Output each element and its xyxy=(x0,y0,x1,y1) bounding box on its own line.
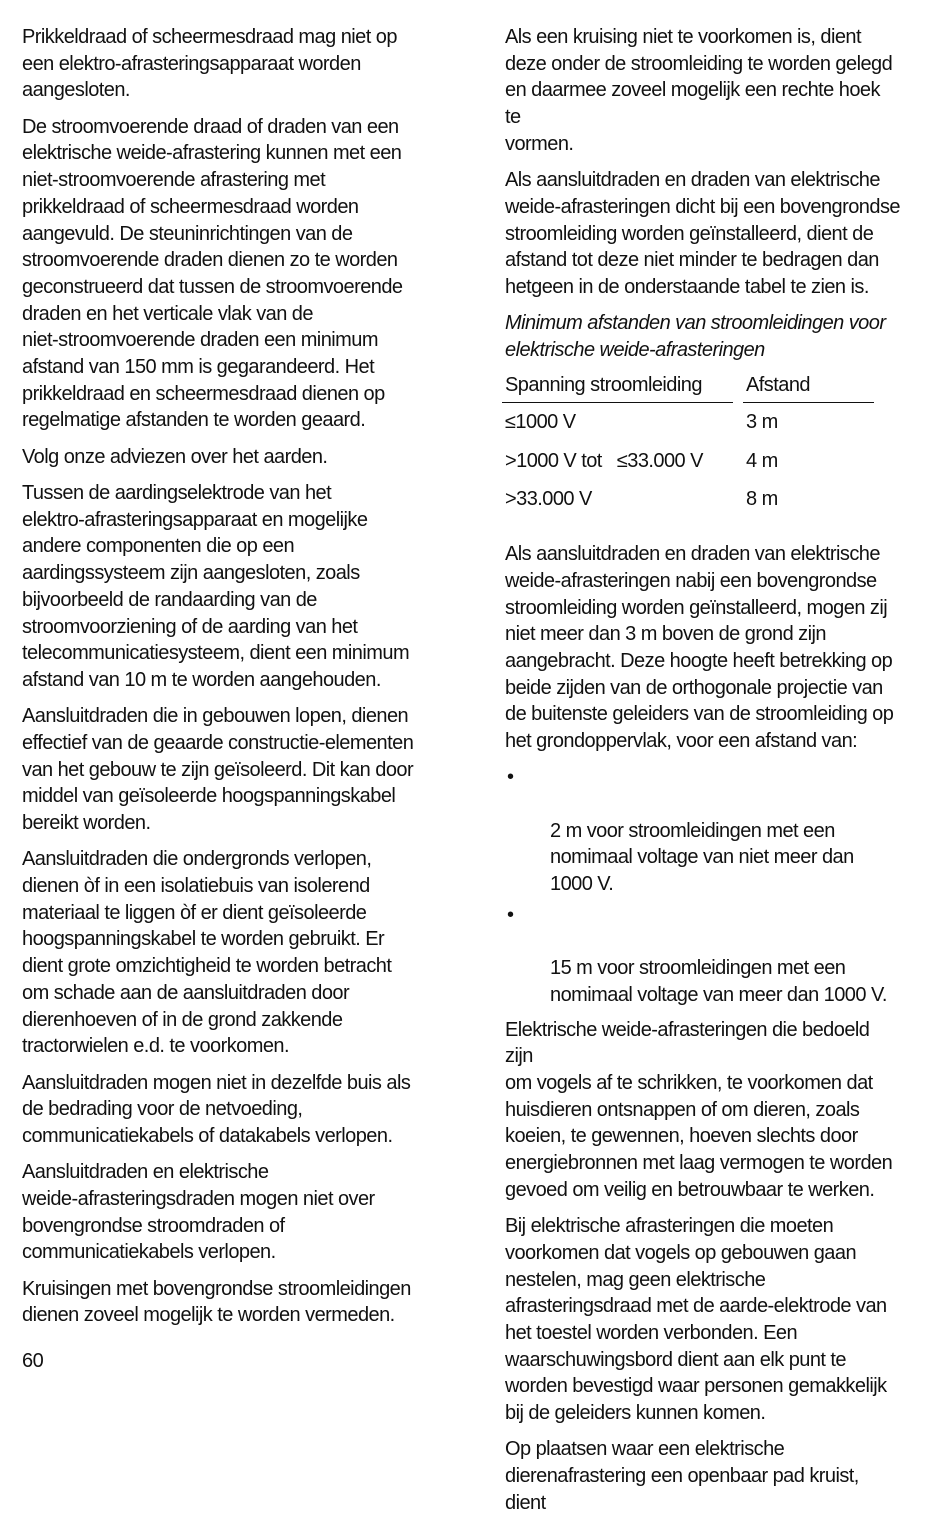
paragraph: Aansluitdraden en elektrische weide-afrasteringsdraden mogen niet over bovengrondse stroomdraden of communicatiekabels verlopen. xyxy=(22,1161,375,1264)
list-item xyxy=(505,902,900,1009)
paragraph: Tussen de aardingselektrode van het elektro-afrasteringsapparaat en mogelijke andere componenten die op een aardingssysteem zijn aangesloten, zoals bijvoorbeeld de randaarding van de stroomvoorziening of de aarding van het telecommunicatiesysteem, dient een minimum afstand van 10 m te worden aangehouden. xyxy=(22,482,410,691)
paragraph: De stroomvoerende draad of draden van een elektrische weide-afrastering kunnen met een niet-stroomvoerende afrastering met prikkeldraad of scheermesdraad worden aangevuld. De steuninrichtingen van de stroomvoerende draden dienen zo te worden geconstrueerd dat tussen de stroomvoerende draden en het verticale vlak van de niet-stroomvoerende draden een minimum afstand van 150 mm is gegarandeerd. Het prikkeldraad en scheermesdraad dienen op regelmatige afstanden te worden geaard. xyxy=(22,115,403,432)
page-number: 60 xyxy=(22,1350,44,1372)
paragraph: Bij elektrische afrasteringen die moeten voorkomen dat vogels op gebouwen gaan nestelen, mag geen elektrische afrasteringsdraad met de aarde-elektrode van het toestel worden verbonden. Een waarschuwingsbord dient aan elk punt te worden bevestigd waar personen gemakkelijk bij de geleiders kunnen komen. xyxy=(505,1215,887,1425)
voltage-cell: ≤1000 V xyxy=(505,411,576,434)
paragraph: Als aansluitdraden en draden van elektrische weide-afrasteringen dicht bij een bovengrondse stroomleiding worden geïnstalleerd, dient de afstand tot deze niet minder te bedragen dan hetgeen in de onderstaande tabel te zien is. xyxy=(505,169,900,298)
bullet-icon: • xyxy=(507,766,514,789)
voltage-cell: >33.000 V xyxy=(505,488,592,511)
paragraph: Volg onze adviezen over het aarden. xyxy=(22,445,328,468)
table-row xyxy=(502,442,874,481)
paragraph: Elektrische weide-afrasteringen die bedoeld zijn om vogels af te schrikken, te voorkomen dat huisdieren ontsnappen of om dieren, zoals koeien, te gewennen, hoeven slechts door energiebronnen met laag vermogen te worden gevoed om veilig en betrouwbaar te werken. xyxy=(505,1018,893,1201)
list-item xyxy=(505,764,900,898)
distance-cell: 8 m xyxy=(746,488,778,511)
paragraph: Aansluitdraden die ondergronds verlopen, dienen òf in een isolatiebuis van isolerend materiaal te liggen òf er dient geïsoleerde hoogspanningskabel te worden gebruikt. Er dient grote omzichtigheid te worden betracht om schade aan de aansluitdraden door dierenhoeven of in de grond zakkende tractorwielen e.d. te voorkomen. xyxy=(22,848,392,1058)
paragraph: Als aansluitdraden en draden van elektrische weide-afrasteringen nabij een bovengrondse stroomleiding worden geïnstalleerd, mogen zij niet meer dan 3 m boven de grond zijn aangebracht. Deze hoogte heeft betrekking op beide zijden van de orthogonale projectie van de buitenste geleiders van de stroomleiding op het grondoppervlak, voor een afstand van: xyxy=(505,543,894,753)
table-row xyxy=(502,403,874,442)
left-column xyxy=(22,24,417,1339)
distance-table xyxy=(502,372,874,519)
distance-cell: 4 m xyxy=(746,449,778,472)
bullet-icon: • xyxy=(507,903,514,926)
table-header-row xyxy=(502,372,874,404)
paragraph: Als een kruising niet te voorkomen is, dient deze onder de stroomleiding te worden gelegd en daarmee zoveel mogelijk een rechte hoek te vormen. xyxy=(505,26,893,155)
paragraph: Aansluitdraden die in gebouwen lopen, dienen effectief van de geaarde constructie-elementen van het gebouw te zijn geïsoleerd. Dit kan door middel van geïsoleerde hoogspanningskabel bereikt worden. xyxy=(22,705,414,835)
right-column xyxy=(505,24,900,1526)
header-distance: Afstand xyxy=(743,372,874,404)
list-item-text: 2 m voor stroomleidingen met een nomimaal voltage van niet meer dan 1000 V. xyxy=(550,819,854,896)
paragraph: Aansluitdraden mogen niet in dezelfde buis als de bedrading voor de netvoeding, communicatiekabels of datakabels verlopen. xyxy=(22,1071,411,1147)
table-row xyxy=(502,481,874,520)
paragraph: Prikkeldraad of scheermesdraad mag niet op een elektro-afrasteringsapparaat worden aangesloten. xyxy=(22,26,397,102)
paragraph: Kruisingen met bovengrondse stroomleidingen dienen zoveel mogelijk te worden vermeden. xyxy=(22,1277,411,1327)
distance-cell: 3 m xyxy=(746,411,778,434)
voltage-cell: >1000 V tot ≤33.000 V xyxy=(505,449,703,472)
header-voltage: Spanning stroomleiding xyxy=(502,372,733,404)
list-item-text: 15 m voor stroomleidingen met een nomimaal voltage van meer dan 1000 V. xyxy=(550,957,887,1006)
paragraph: Op plaatsen waar een elektrische dierenafrastering een openbaar pad kruist, dient xyxy=(505,1438,859,1514)
bullet-list xyxy=(505,764,900,1008)
table-caption: Minimum afstanden van stroomleidingen voor elektrische weide-afrasteringen xyxy=(505,312,886,361)
